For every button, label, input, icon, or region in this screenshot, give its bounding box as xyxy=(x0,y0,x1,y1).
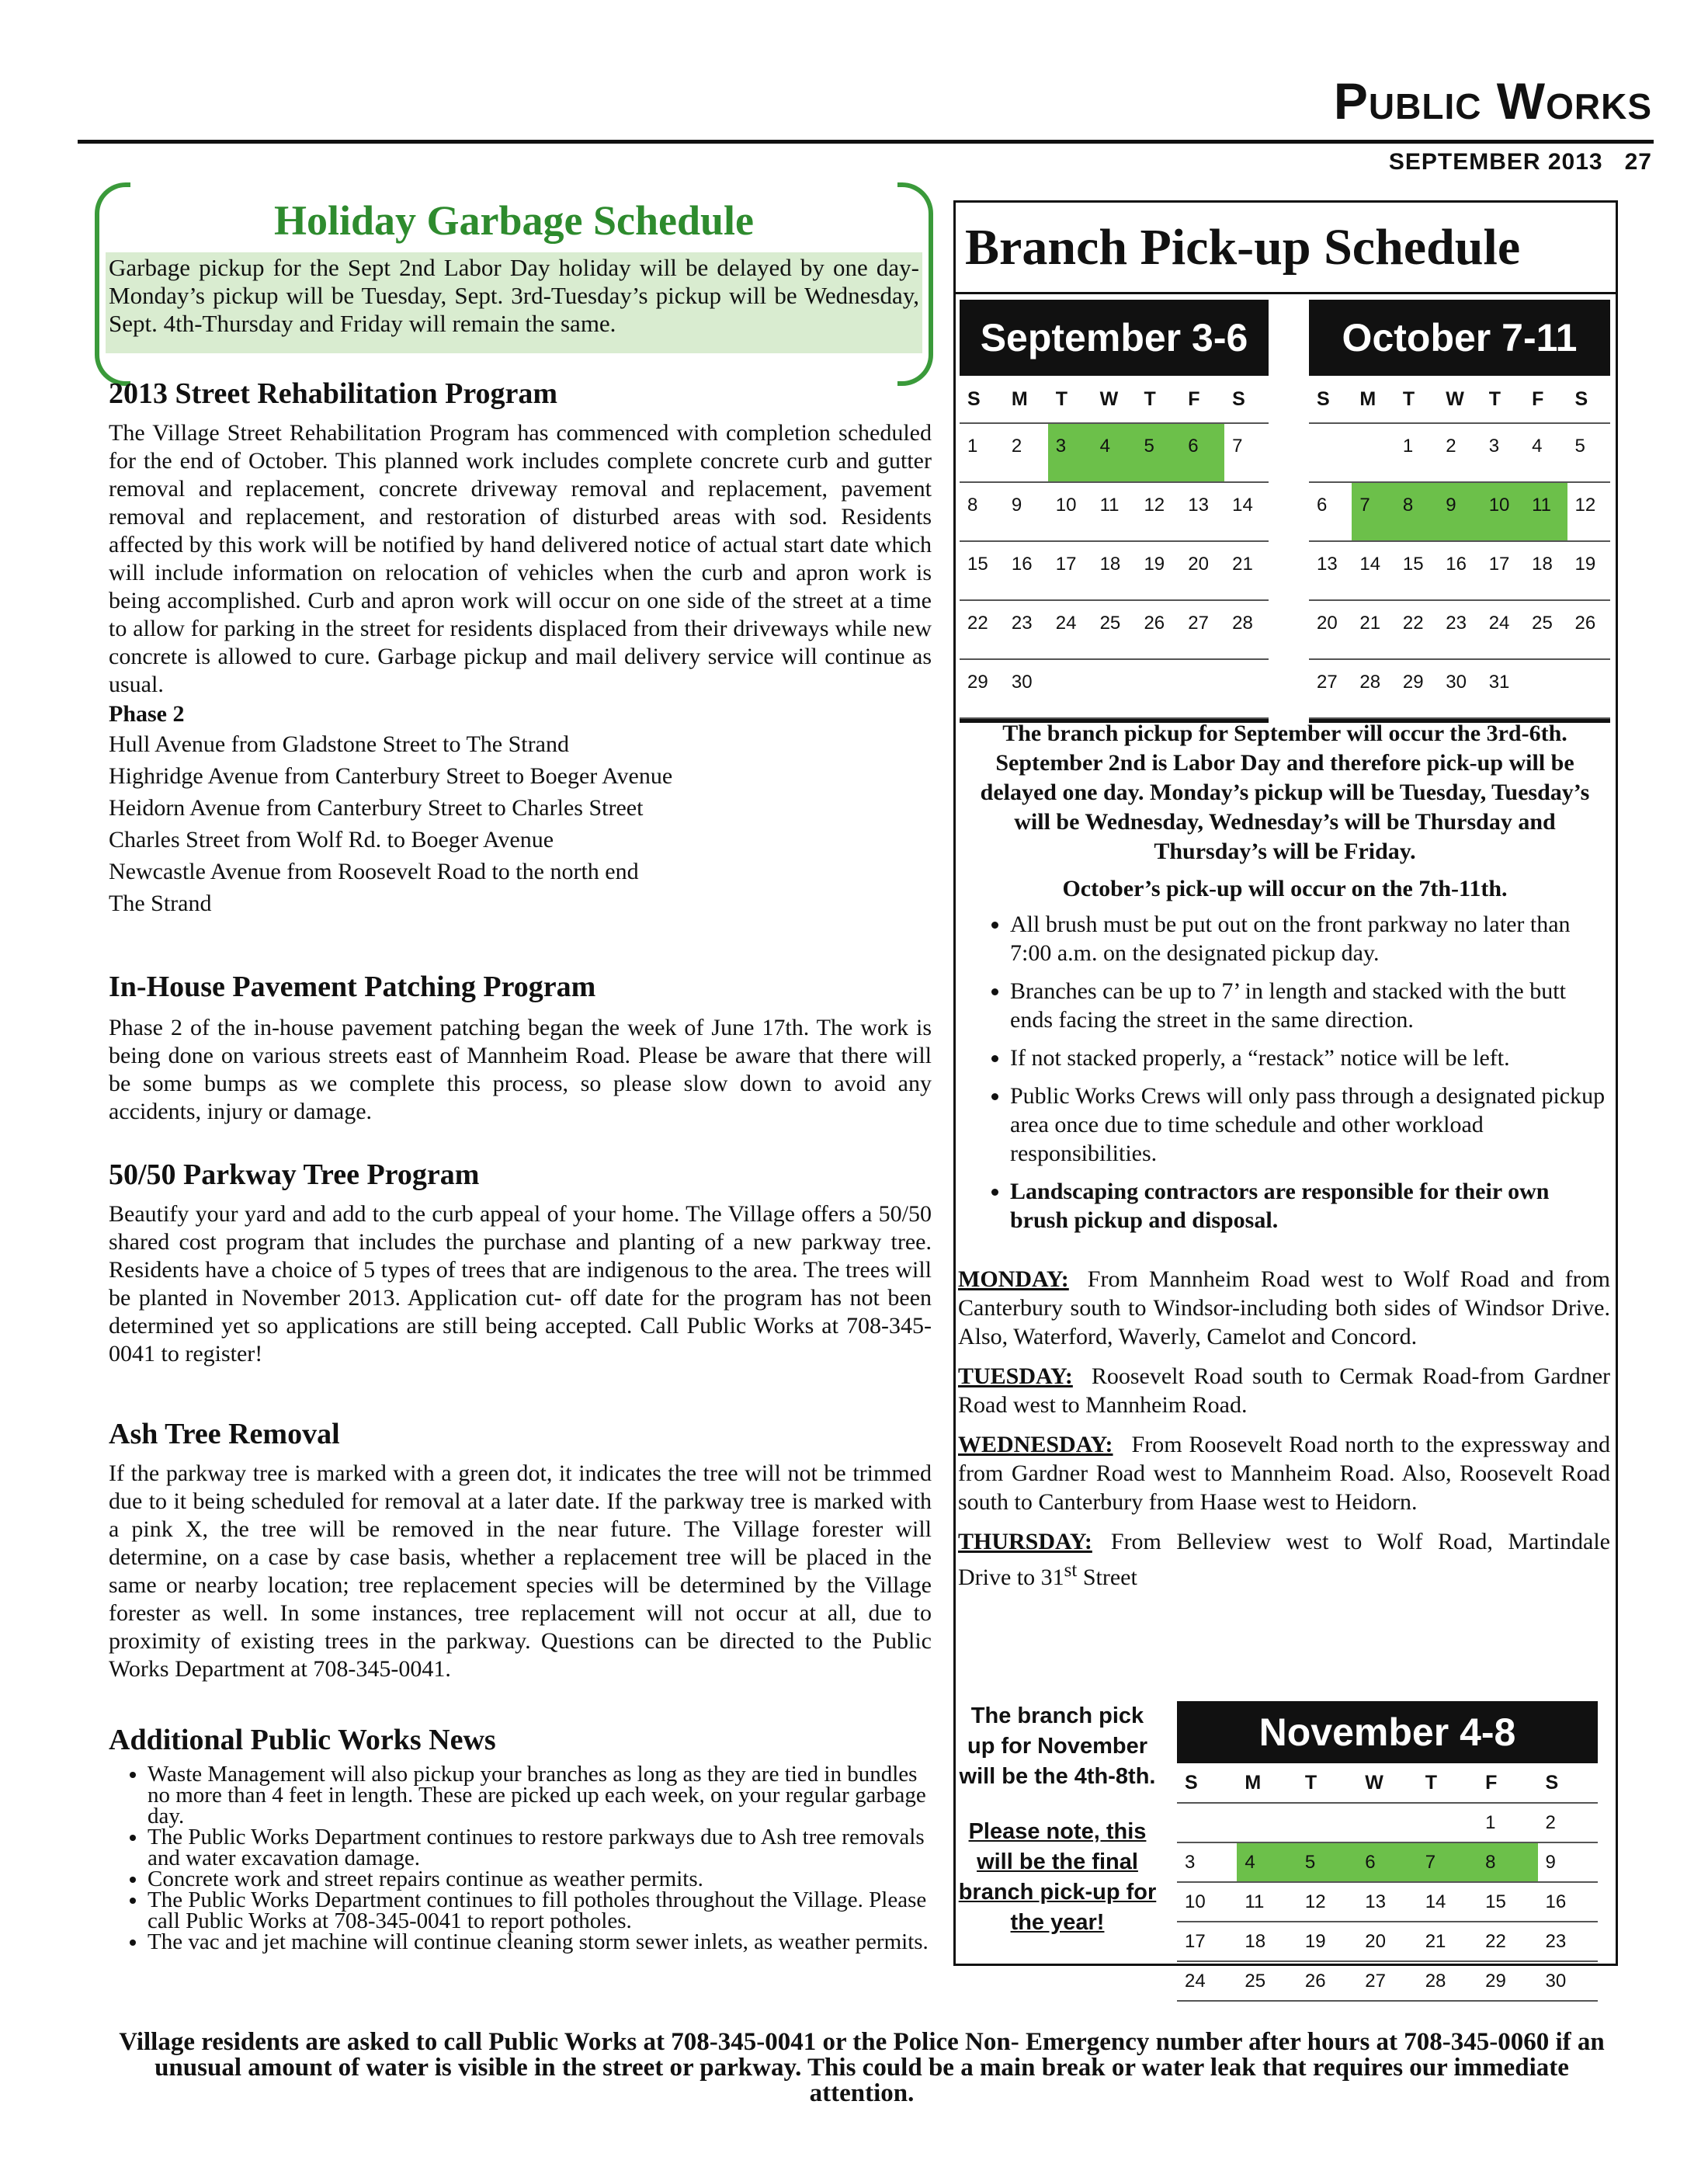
calendar-banner: November 4-8 xyxy=(1177,1701,1598,1763)
pickup-day-cell: 4 xyxy=(1237,1843,1297,1881)
calendar-week-row xyxy=(1309,601,1610,660)
weekday-label: S xyxy=(1232,388,1245,410)
tree-program-section xyxy=(109,1157,932,1368)
wednesday-route xyxy=(958,1430,1610,1516)
calendar-day-cell: 16 xyxy=(1011,554,1033,575)
calendar-day-cell: 21 xyxy=(1359,613,1381,634)
calendar-day-cell: 18 xyxy=(1099,554,1121,575)
pickup-day-cell: 5 xyxy=(1136,424,1180,481)
calendar-banner: October 7-11 xyxy=(1309,300,1610,376)
calendar-day-cell: 24 xyxy=(1488,613,1510,634)
calendar-day-cell: 27 xyxy=(1188,613,1209,634)
calendar-day-cell: 26 xyxy=(1574,613,1596,634)
calendar-day-cell xyxy=(1092,660,1137,717)
calendar-day-cell xyxy=(1352,424,1394,481)
weekday-row xyxy=(1309,376,1610,424)
news-item: • Concrete work and street repairs continue as weather permits. xyxy=(148,1869,932,1890)
calendar-day-cell: 23 xyxy=(1545,1931,1567,1952)
weekday-label: T xyxy=(1488,388,1501,410)
calendar-day-cell: 20 xyxy=(1365,1931,1386,1952)
issue-date xyxy=(1389,149,1652,175)
weekday-label: F xyxy=(1485,1772,1498,1794)
tree-program-heading: 50/50 Parkway Tree Program xyxy=(109,1158,480,1191)
street-item: Hull Avenue from Gladstone Street to The Strand xyxy=(109,731,569,757)
pickup-day-cell: 10 xyxy=(1481,483,1524,540)
calendar-day-cell: 16 xyxy=(1446,554,1467,575)
ash-body: If the parkway tree is marked with a green dot, it indicates the tree will not be trimmed due to it being scheduled for removal at a later date. If the parkway tree is marked with a pink X, the tree will be removed in the near future. The Village forester will determine, on a case by case basis, whether a replacement tree will be placed in the same or nearby location; tree replacement species will be determined by the Village forester as well. In some instances, tree replacement will not occur at all, due to proximity of existing trees in the parkway. Questions can be directed to the Public Works Department at 708-345-0041. xyxy=(109,1460,932,1682)
october-calendar xyxy=(1309,300,1610,723)
calendar-week-row xyxy=(1309,660,1610,719)
calendar-weeks xyxy=(1309,424,1610,719)
ash-section xyxy=(109,1416,932,1683)
superscript: st xyxy=(1064,1560,1078,1581)
rule-item: • All brush must be put out on the front parkway no later than 7:00 a.m. on the designated pickup day. xyxy=(1010,910,1606,967)
calendar-week-row xyxy=(1177,1804,1598,1843)
pickup-days xyxy=(958,1265,1610,1603)
pickup-day-cell: 6 xyxy=(1180,424,1224,481)
branch-title: Branch Pick-up Schedule xyxy=(956,203,1616,294)
september-calendar xyxy=(960,300,1269,723)
calendar-week-row xyxy=(1177,1883,1598,1922)
calendar-day-cell: 17 xyxy=(1185,1931,1206,1952)
street-item: The Strand xyxy=(109,891,212,916)
calendar-day-cell: 17 xyxy=(1488,554,1510,575)
news-item: • The Public Works Department continues to fill potholes throughout the Village. Please call Public Works at 708-345-0041 to report potholes. xyxy=(148,1890,932,1932)
weekday-label: S xyxy=(1317,388,1330,410)
weekday-label: S xyxy=(967,388,981,410)
calendar-day-cell xyxy=(1357,1804,1417,1842)
page-number: 27 xyxy=(1624,149,1652,175)
street-item: Charles Street from Wolf Rd. to Boeger Avenue xyxy=(109,827,554,853)
rule-item: • Landscaping contractors are responsible for their own brush pickup and disposal. xyxy=(1010,1177,1606,1235)
calendar-day-cell: 1 xyxy=(967,436,978,457)
calendar-day-cell: 25 xyxy=(1245,1971,1266,1992)
calendar-day-cell: 30 xyxy=(1011,672,1033,693)
calendar-banner: September 3-6 xyxy=(960,300,1269,376)
calendar-day-cell: 25 xyxy=(1532,613,1553,634)
patching-body: Phase 2 of the in-house pavement patching began the week of June 17th. The work is being done on various streets east of Mannheim Road. Please be aware that there will be some bumps as we complete this process, so please slow down to avoid any accidents, injury or damage. xyxy=(109,1015,932,1124)
rule-item: • Branches can be up to 7’ in length and stacked with the butt ends facing the street in the same direction. xyxy=(1010,977,1606,1034)
day-text: From Roosevelt Road north to the expressway and from Gardner Road west to Mannheim Road. Also, Roosevelt Road south to Canterbury from Haase west to Heidorn. xyxy=(958,1432,1610,1515)
calendar-week-row xyxy=(1177,1922,1598,1962)
weekday-label: T xyxy=(1402,388,1415,410)
ash-heading: Ash Tree Removal xyxy=(109,1418,340,1450)
calendar-day-cell: 1 xyxy=(1485,1812,1496,1833)
street-item: Heidorn Avenue from Canterbury Street to Charles Street xyxy=(109,795,644,821)
calendar-day-cell: 29 xyxy=(1485,1971,1506,1992)
calendar-day-cell: 2 xyxy=(1011,436,1022,457)
calendar-day-cell xyxy=(1224,660,1269,717)
calendar-day-cell: 16 xyxy=(1545,1891,1567,1912)
street-item: Highridge Avenue from Canterbury Street to Boeger Avenue xyxy=(109,763,673,789)
holiday-garbage-box xyxy=(95,182,933,377)
calendar-week-row xyxy=(1309,483,1610,542)
calendar-week-row xyxy=(960,660,1269,719)
calendar-day-cell: 15 xyxy=(1485,1891,1506,1912)
patching-heading: In-House Pavement Patching Program xyxy=(109,971,596,1003)
calendar-day-cell: 23 xyxy=(1446,613,1467,634)
calendar-weeks xyxy=(1177,1804,1598,2002)
calendar-week-row xyxy=(960,483,1269,542)
weekday-row xyxy=(1177,1763,1598,1804)
thursday-route xyxy=(958,1527,1610,1592)
calendar-day-cell: 19 xyxy=(1304,1931,1326,1952)
weekday-label: W xyxy=(1446,388,1464,410)
day-label: WEDNESDAY: xyxy=(958,1432,1113,1457)
calendar-day-cell: 10 xyxy=(1185,1891,1206,1912)
pickup-day-cell: 7 xyxy=(1352,483,1394,540)
calendar-day-cell: 6 xyxy=(1317,495,1328,516)
news-item: • The vac and jet machine will continue cleaning storm sewer inlets, as weather permits. xyxy=(148,1932,932,1953)
calendar-day-cell: 29 xyxy=(967,672,988,693)
day-label: MONDAY: xyxy=(958,1266,1069,1292)
weekday-label: M xyxy=(1359,388,1376,410)
calendar-day-cell: 19 xyxy=(1144,554,1165,575)
calendar-day-cell: 25 xyxy=(1099,613,1121,634)
pickup-day-cell: 6 xyxy=(1357,1843,1417,1881)
weekday-label: W xyxy=(1365,1772,1383,1794)
calendar-day-cell: 13 xyxy=(1317,554,1338,575)
weekday-label: S xyxy=(1574,388,1588,410)
calendar-week-row xyxy=(960,424,1269,483)
calendar-day-cell: 18 xyxy=(1245,1931,1266,1952)
calendar-day-cell: 7 xyxy=(1232,436,1243,457)
news-heading: Additional Public Works News xyxy=(109,1724,496,1756)
calendar-day-cell: 22 xyxy=(967,613,988,634)
pickup-day-cell: 7 xyxy=(1418,1843,1477,1881)
street-rehab-body: The Village Street Rehabilitation Program has commenced with completion scheduled for the end of October. This planned work includes complete concrete curb and gutter removal and replacement, concrete driveway removal and replacement, pavement removal and replacement, and restoration of disturbed areas with sod. Residents affected by this work will be notified by hand delivered notice of actual start date which will include information on relocation of vehicles when the curb and apron work is being accomplished. Curb and apron work will occur on one side of the street at a time to allow for parking in the street for residents displaced from their driveways while new concrete is allowed to cure. Garbage pickup and mail delivery service will continue as usual. xyxy=(109,420,932,697)
calendar-day-cell xyxy=(1237,1804,1297,1842)
calendar-day-cell: 11 xyxy=(1099,495,1120,516)
calendar-day-cell: 13 xyxy=(1365,1891,1386,1912)
weekday-label: S xyxy=(1545,1772,1559,1794)
calendar-day-cell: 5 xyxy=(1574,436,1585,457)
branch-notes xyxy=(963,719,1606,1244)
street-item: Newcastle Avenue from Roosevelt Road to the north end xyxy=(109,859,639,884)
calendar-day-cell: 21 xyxy=(1425,1931,1446,1952)
holiday-body: Garbage pickup for the Sept 2nd Labor Day holiday will be delayed by one day- Monday’s pickup will be Tuesday, Sept. 3rd-Tuesday’s pickup will be Wednesday, Sept. 4th-Thursday and Friday will remain the same. xyxy=(109,254,919,337)
calendar-day-cell: 20 xyxy=(1317,613,1338,634)
weekday-label: W xyxy=(1099,388,1119,410)
calendar-day-cell: 3 xyxy=(1185,1852,1196,1873)
calendar-day-cell: 13 xyxy=(1188,495,1209,516)
calendar-day-cell: 12 xyxy=(1144,495,1165,516)
november-note-block xyxy=(956,1701,1159,1938)
calendar-day-cell: 12 xyxy=(1574,495,1596,516)
calendar-day-cell: 26 xyxy=(1144,613,1165,634)
weekday-label: T xyxy=(1144,388,1156,410)
calendar-day-cell: 14 xyxy=(1232,495,1253,516)
calendar-day-cell xyxy=(1309,424,1352,481)
calendar-week-row xyxy=(1177,1843,1598,1883)
pickup-day-cell: 8 xyxy=(1395,483,1438,540)
day-label: TUESDAY: xyxy=(958,1363,1073,1389)
calendar-day-cell: 27 xyxy=(1365,1971,1386,1992)
calendar-day-cell: 28 xyxy=(1425,1971,1446,1992)
calendar-day-cell xyxy=(1048,660,1092,717)
calendar-day-cell: 27 xyxy=(1317,672,1338,693)
calendar-day-cell: 30 xyxy=(1446,672,1467,693)
calendar-week-row xyxy=(1177,1962,1598,2002)
calendar-day-cell: 20 xyxy=(1188,554,1209,575)
calendar-day-cell: 15 xyxy=(967,554,988,575)
calendar-week-row xyxy=(960,601,1269,660)
calendar-day-cell: 4 xyxy=(1532,436,1543,457)
branch-pickup-panel xyxy=(953,200,1618,1992)
pickup-day-cell: 4 xyxy=(1092,424,1137,481)
calendar-day-cell: 3 xyxy=(1488,436,1500,457)
calendar-day-cell: 18 xyxy=(1532,554,1553,575)
weekday-label: T xyxy=(1055,388,1068,410)
monday-route xyxy=(958,1265,1610,1351)
calendar-week-row xyxy=(960,542,1269,601)
september-note: The branch pickup for September will occur the 3rd-6th. September 2nd is Labor Day and therefore pick-up will be delayed one day. Monday’s pickup will be Tuesday, Tuesday’s will be Wednesday, Wednesday’s will be Thursday and Thursday’s will be Friday. xyxy=(980,721,1590,864)
tuesday-route xyxy=(958,1362,1610,1419)
branch-rules-list xyxy=(963,910,1606,1235)
calendar-day-cell: 29 xyxy=(1402,672,1424,693)
calendar-day-cell: 12 xyxy=(1304,1891,1326,1912)
calendar-day-cell: 26 xyxy=(1304,1971,1326,1992)
calendar-day-cell: 24 xyxy=(1055,613,1077,634)
calendar-day-cell: 31 xyxy=(1488,672,1510,693)
calendar-day-cell: 9 xyxy=(1545,1852,1556,1873)
pickup-day-cell: 11 xyxy=(1524,483,1567,540)
header-rule xyxy=(78,140,1654,144)
weekday-label: M xyxy=(1245,1772,1262,1794)
weekday-label: T xyxy=(1304,1772,1317,1794)
calendar-weeks xyxy=(960,424,1269,719)
issue-month: SEPTEMBER 2013 xyxy=(1388,149,1603,175)
news-item: • Waste Management will also pickup your branches as long as they are tied in bundles no more than 4 feet in length. These are picked up each week, on your regular garbage day. xyxy=(148,1764,932,1827)
day-text: Roosevelt Road south to Cermak Road-from Gardner Road west to Mannheim Road. xyxy=(958,1363,1610,1418)
calendar-day-cell: 2 xyxy=(1446,436,1456,457)
calendar-day-cell xyxy=(1136,660,1180,717)
holiday-title: Holiday Garbage Schedule xyxy=(273,197,755,244)
day-text: From Mannheim Road west to Wolf Road and from Canterbury south to Windsor-including both sides of Windsor Drive. Also, Waterford, Waverly, Camelot and Concord. xyxy=(958,1266,1610,1349)
pickup-day-cell: 5 xyxy=(1297,1843,1357,1881)
pickup-day-cell: 8 xyxy=(1477,1843,1537,1881)
calendar-day-cell: 9 xyxy=(1011,495,1022,516)
calendar-day-cell: 21 xyxy=(1232,554,1253,575)
calendar-day-cell: 30 xyxy=(1545,1971,1567,1992)
weekday-label: F xyxy=(1188,388,1200,410)
calendar-day-cell: 1 xyxy=(1402,436,1414,457)
calendar-day-cell: 22 xyxy=(1402,613,1424,634)
street-rehab-section xyxy=(109,376,932,919)
calendar-day-cell: 11 xyxy=(1245,1891,1265,1912)
calendar-week-row xyxy=(1309,424,1610,483)
rule-item: • If not stacked properly, a “restack” notice will be left. xyxy=(1010,1044,1606,1072)
calendar-day-cell: 2 xyxy=(1545,1812,1556,1833)
calendar-day-cell: 8 xyxy=(967,495,978,516)
weekday-label: M xyxy=(1011,388,1028,410)
final-pickup-note: Please note, this will be the final branch pick-up for the year! xyxy=(958,1819,1157,1935)
november-calendar xyxy=(1177,1701,1598,2002)
calendar-day-cell: 23 xyxy=(1011,613,1033,634)
calendar-day-cell: 14 xyxy=(1359,554,1381,575)
calendar-week-row xyxy=(1309,542,1610,601)
calendar-day-cell xyxy=(1418,1804,1477,1842)
calendar-day-cell: 28 xyxy=(1359,672,1381,693)
patching-section xyxy=(109,969,932,1126)
phase-street-list xyxy=(109,728,932,919)
weekday-row xyxy=(960,376,1269,424)
pickup-day-cell: 9 xyxy=(1438,483,1481,540)
calendar-day-cell xyxy=(1524,660,1567,717)
november-note: The branch pick up for November will be the 4th-8th. xyxy=(959,1703,1156,1789)
october-note: October’s pick-up will occur on the 7th-11th. xyxy=(1062,876,1508,901)
calendar-day-cell: 24 xyxy=(1185,1971,1206,1992)
weekday-label: T xyxy=(1425,1772,1437,1794)
calendar-day-cell: 15 xyxy=(1402,554,1424,575)
calendar-day-cell: 19 xyxy=(1574,554,1596,575)
weekday-label: S xyxy=(1185,1772,1198,1794)
footer-notice: Village residents are asked to call Public Works at 708-345-0041 or the Police Non- Emergency number after hours at 708-345-0060 if an unusual amount of water is visible in the street or parkway. This could be a main break or water leak that requires our immediate attention. xyxy=(119,2028,1605,2107)
calendar-day-cell: 17 xyxy=(1055,554,1077,575)
calendar-day-cell: 22 xyxy=(1485,1931,1506,1952)
news-list xyxy=(109,1764,932,1953)
day-label: THURSDAY: xyxy=(958,1529,1092,1554)
calendar-day-cell xyxy=(1567,660,1610,717)
calendar-day-cell: 14 xyxy=(1425,1891,1446,1912)
calendar-day-cell xyxy=(1177,1804,1237,1842)
calendar-day-cell xyxy=(1297,1804,1357,1842)
tree-program-body: Beautify your yard and add to the curb appeal of your home. The Village offers a 50/50 shared cost program that includes the purchase and planting of a new parkway tree. Residents have a choice of 5 types of trees that are indigenous to the area. The trees will be planted in November 2013. Application cut- off date for the program has not been determined yet so applications are still being accepted. Call Public Works at 708-345-0041 to register! xyxy=(109,1201,932,1367)
rule-item: • Public Works Crews will only pass through a designated pickup area once due to time schedule and other workload responsibilities. xyxy=(1010,1082,1606,1168)
day-text-tail: Street xyxy=(1077,1565,1137,1590)
weekday-label: F xyxy=(1532,388,1544,410)
street-rehab-heading: 2013 Street Rehabilitation Program xyxy=(109,377,558,410)
calendar-day-cell: 10 xyxy=(1055,495,1077,516)
day-text: From Belleview west to Wolf Road, Martindale Drive to 31 xyxy=(958,1529,1610,1590)
phase-label: Phase 2 xyxy=(109,701,185,727)
pickup-day-cell: 3 xyxy=(1048,424,1092,481)
news-item: • The Public Works Department continues to restore parkways due to Ash tree removals and water excavation damage. xyxy=(148,1827,932,1869)
calendar-day-cell xyxy=(1180,660,1224,717)
section-title: Public Works xyxy=(1333,72,1652,130)
calendar-day-cell: 28 xyxy=(1232,613,1253,634)
news-section xyxy=(109,1722,932,1953)
